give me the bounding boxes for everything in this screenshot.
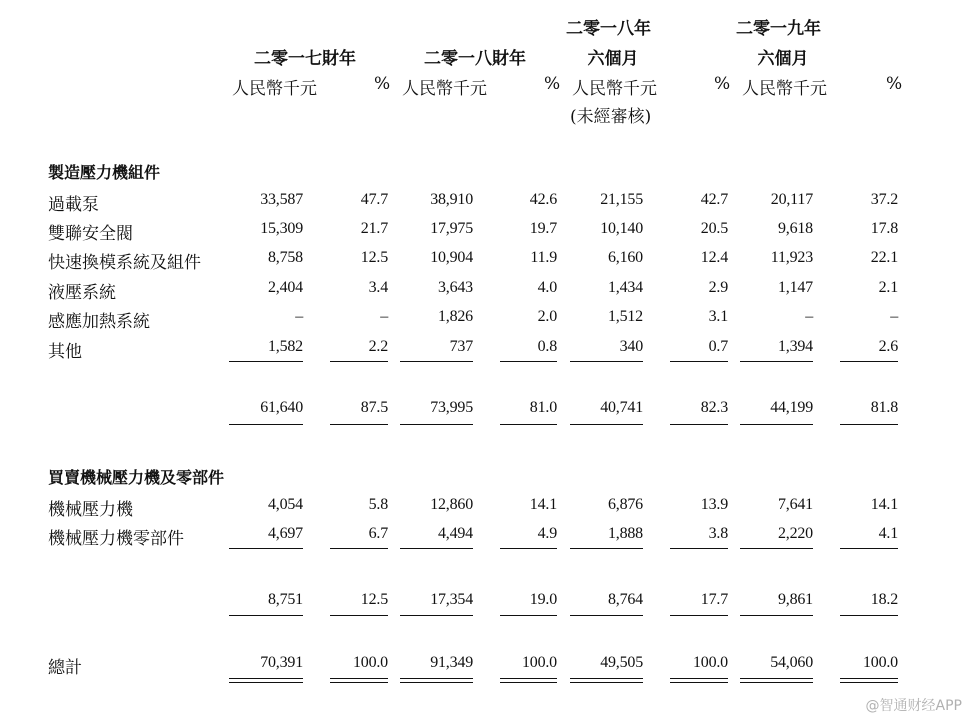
percent-cell: 5.8 <box>368 496 388 513</box>
amount-cell: 7,641 <box>777 496 813 513</box>
percent-cell: 100.0 <box>521 654 557 671</box>
percent-cell: 3.8 <box>708 525 728 542</box>
percent-cell: – <box>380 308 388 325</box>
percent-cell: 12.5 <box>360 591 388 608</box>
single-rule <box>670 361 728 362</box>
row-label: 其他 <box>48 342 82 362</box>
row-label: 雙聯安全閥 <box>48 224 133 244</box>
single-rule <box>229 615 303 616</box>
single-rule <box>570 424 643 425</box>
amount-cell: 6,876 <box>607 496 643 513</box>
percent-cell: 2.9 <box>708 279 728 296</box>
single-rule <box>330 615 388 616</box>
percent-cell: 13.9 <box>700 496 728 513</box>
percent-cell: 11.9 <box>530 249 557 266</box>
row-label: 過載泵 <box>48 195 99 215</box>
single-rule <box>500 615 557 616</box>
percent-cell: 37.2 <box>870 191 898 208</box>
percent-cell: 3.1 <box>708 308 728 325</box>
amount-cell: 10,904 <box>430 249 473 266</box>
percent-cell: 42.6 <box>529 191 557 208</box>
percent-cell: 2.0 <box>537 308 557 325</box>
single-rule <box>740 548 813 549</box>
header-1h2019-period-line2: 六個月 <box>757 49 809 69</box>
amount-cell: 61,640 <box>260 399 303 416</box>
amount-cell: 4,697 <box>267 525 303 542</box>
amount-cell: 40,741 <box>600 399 643 416</box>
header-1h2018-period-line1: 二零一八年 <box>566 19 651 39</box>
amount-cell: 73,995 <box>430 399 473 416</box>
percent-cell: 42.7 <box>700 191 728 208</box>
double-rule <box>570 678 643 683</box>
single-rule <box>740 361 813 362</box>
percent-cell: 82.3 <box>700 399 728 416</box>
single-rule <box>740 424 813 425</box>
row-label: 感應加熱系統 <box>48 312 150 332</box>
header-2017-pct: % <box>374 74 391 94</box>
single-rule <box>670 548 728 549</box>
amount-cell: 4,494 <box>437 525 473 542</box>
amount-cell: 44,199 <box>770 399 813 416</box>
header-1h2019-pct: % <box>886 74 903 94</box>
double-rule <box>670 678 728 683</box>
percent-cell: 4.0 <box>537 279 557 296</box>
total-label: 總計 <box>48 658 82 678</box>
percent-cell: 6.7 <box>368 525 388 542</box>
header-2018-unit: 人民幣千元 <box>402 79 487 99</box>
single-rule <box>570 548 643 549</box>
amount-cell: 54,060 <box>770 654 813 671</box>
single-rule <box>400 361 473 362</box>
single-rule <box>400 548 473 549</box>
double-rule <box>330 678 388 683</box>
amount-cell: 12,860 <box>430 496 473 513</box>
percent-cell: – <box>890 308 898 325</box>
single-rule <box>330 424 388 425</box>
amount-cell: 9,861 <box>777 591 813 608</box>
single-rule <box>400 424 473 425</box>
single-rule <box>840 615 898 616</box>
amount-cell: 1,394 <box>777 338 813 355</box>
amount-cell: 8,764 <box>607 591 643 608</box>
single-rule <box>670 424 728 425</box>
header-1h2019-unit: 人民幣千元 <box>742 79 827 99</box>
percent-cell: 12.5 <box>360 249 388 266</box>
header-2017-unit: 人民幣千元 <box>232 79 317 99</box>
amount-cell: – <box>295 308 303 325</box>
percent-cell: 0.8 <box>537 338 557 355</box>
percent-cell: 20.5 <box>700 220 728 237</box>
amount-cell: 9,618 <box>777 220 813 237</box>
single-rule <box>330 548 388 549</box>
single-rule <box>570 615 643 616</box>
amount-cell: 17,354 <box>430 591 473 608</box>
row-label: 快速換模系統及組件 <box>48 253 201 273</box>
amount-cell: 8,758 <box>267 249 303 266</box>
percent-cell: 2.2 <box>368 338 388 355</box>
percent-cell: 2.1 <box>878 279 898 296</box>
percent-cell: 19.0 <box>529 591 557 608</box>
percent-cell: 14.1 <box>870 496 898 513</box>
percent-cell: 14.1 <box>529 496 557 513</box>
single-rule <box>840 361 898 362</box>
row-label: 機械壓力機 <box>48 500 133 520</box>
header-2017-period: 二零一七財年 <box>254 49 356 69</box>
percent-cell: 17.7 <box>700 591 728 608</box>
amount-cell: 2,404 <box>267 279 303 296</box>
watermark: @智通财经APP <box>865 698 962 714</box>
double-rule <box>500 678 557 683</box>
percent-cell: 81.0 <box>529 399 557 416</box>
percent-cell: 100.0 <box>352 654 388 671</box>
amount-cell: 91,349 <box>430 654 473 671</box>
amount-cell: – <box>805 308 813 325</box>
header-2018-pct: % <box>544 74 561 94</box>
percent-cell: 100.0 <box>692 654 728 671</box>
amount-cell: 4,054 <box>267 496 303 513</box>
header-1h2019-period-line1: 二零一九年 <box>736 19 821 39</box>
percent-cell: 17.8 <box>870 220 898 237</box>
percent-cell: 81.8 <box>870 399 898 416</box>
double-rule <box>400 678 473 683</box>
single-rule <box>229 548 303 549</box>
single-rule <box>500 361 557 362</box>
amount-cell: 10,140 <box>600 220 643 237</box>
percent-cell: 4.1 <box>878 525 898 542</box>
single-rule <box>330 361 388 362</box>
amount-cell: 8,751 <box>267 591 303 608</box>
amount-cell: 38,910 <box>430 191 473 208</box>
amount-cell: 1,434 <box>607 279 643 296</box>
amount-cell: 737 <box>449 338 473 355</box>
percent-cell: 100.0 <box>862 654 898 671</box>
amount-cell: 1,512 <box>607 308 643 325</box>
header-1h2018-note: (未經審核) <box>570 107 652 127</box>
double-rule <box>840 678 898 683</box>
amount-cell: 2,220 <box>777 525 813 542</box>
amount-cell: 15,309 <box>260 220 303 237</box>
single-rule <box>840 424 898 425</box>
percent-cell: 22.1 <box>870 249 898 266</box>
double-rule <box>740 678 813 683</box>
percent-cell: 4.9 <box>537 525 557 542</box>
percent-cell: 47.7 <box>360 191 388 208</box>
single-rule <box>670 615 728 616</box>
amount-cell: 6,160 <box>607 249 643 266</box>
amount-cell: 340 <box>619 338 643 355</box>
amount-cell: 3,643 <box>437 279 473 296</box>
amount-cell: 11,923 <box>770 249 813 266</box>
section-title-manufacturing: 製造壓力機組件 <box>48 163 161 182</box>
single-rule <box>500 548 557 549</box>
amount-cell: 20,117 <box>770 191 813 208</box>
amount-cell: 49,505 <box>600 654 643 671</box>
amount-cell: 33,587 <box>260 191 303 208</box>
amount-cell: 1,826 <box>437 308 473 325</box>
amount-cell: 70,391 <box>260 654 303 671</box>
single-rule <box>570 361 643 362</box>
percent-cell: 18.2 <box>870 591 898 608</box>
single-rule <box>400 615 473 616</box>
percent-cell: 21.7 <box>360 220 388 237</box>
header-2018-period: 二零一八財年 <box>424 49 526 69</box>
percent-cell: 2.6 <box>878 338 898 355</box>
percent-cell: 87.5 <box>360 399 388 416</box>
percent-cell: 12.4 <box>700 249 728 266</box>
single-rule <box>229 424 303 425</box>
amount-cell: 17,975 <box>430 220 473 237</box>
amount-cell: 21,155 <box>600 191 643 208</box>
percent-cell: 3.4 <box>368 279 388 296</box>
header-1h2018-pct: % <box>714 74 731 94</box>
single-rule <box>740 615 813 616</box>
single-rule <box>229 361 303 362</box>
header-1h2018-period-line2: 六個月 <box>587 49 639 69</box>
amount-cell: 1,582 <box>267 338 303 355</box>
amount-cell: 1,147 <box>777 279 813 296</box>
double-rule <box>229 678 303 683</box>
percent-cell: 0.7 <box>708 338 728 355</box>
percent-cell: 19.7 <box>529 220 557 237</box>
section-title-trading: 買賣機械壓力機及零部件 <box>48 468 225 487</box>
row-label: 液壓系統 <box>48 283 116 303</box>
amount-cell: 1,888 <box>607 525 643 542</box>
single-rule <box>500 424 557 425</box>
row-label: 機械壓力機零部件 <box>48 529 184 549</box>
header-1h2018-unit: 人民幣千元 <box>572 79 657 99</box>
single-rule <box>840 548 898 549</box>
